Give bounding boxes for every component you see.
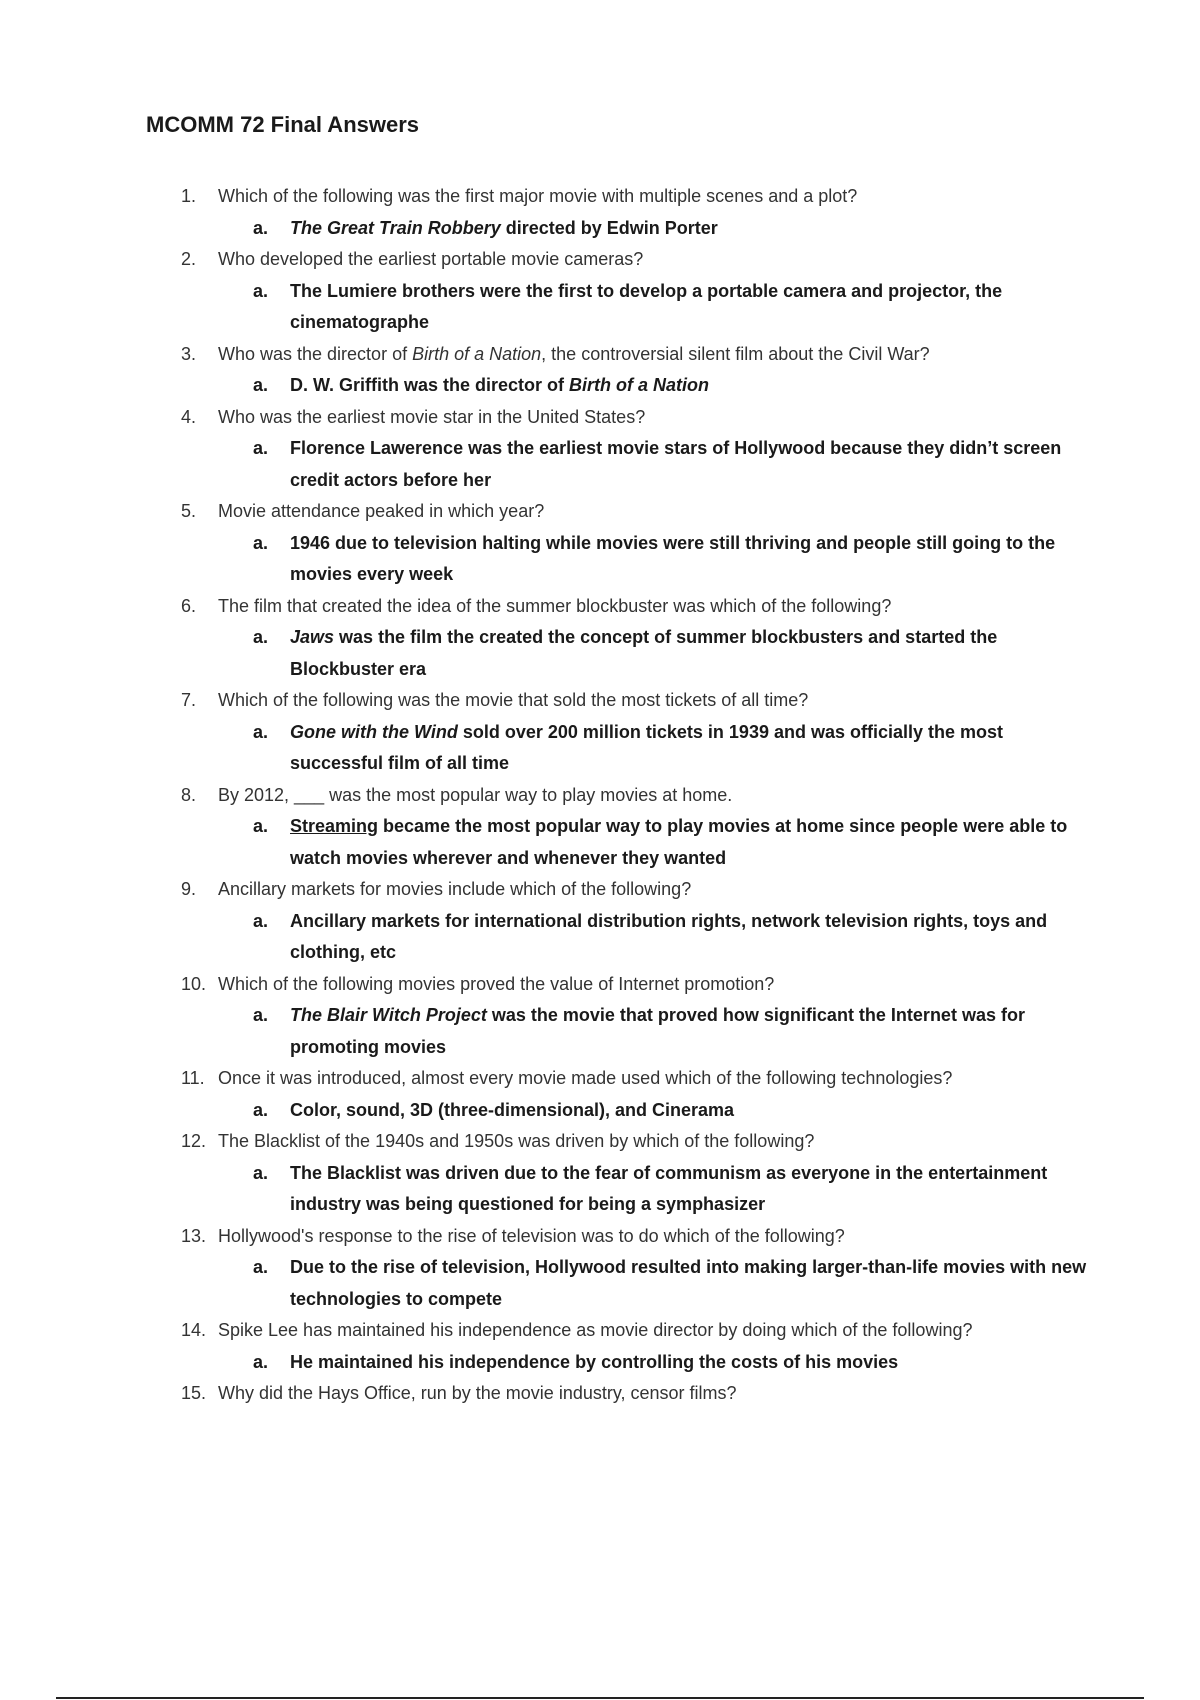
answer-text: sold over 200 million tickets in 1939 and was officially the most successful film of all time xyxy=(290,721,1004,773)
answer-letter: a. xyxy=(253,438,269,458)
question-text: The Blacklist of the 1940s and 1950s was driven by which of the following? xyxy=(218,1131,815,1151)
question-7 xyxy=(0,685,1200,717)
question-text: By 2012, ___ was the most popular way to play movies at home. xyxy=(218,784,733,805)
question-number: 5. xyxy=(181,501,197,521)
answer-title-italic: The Blair Witch Project xyxy=(290,1005,487,1025)
question-text-end: , the controversial silent film about the Civil War? xyxy=(541,343,930,364)
answer-8 xyxy=(0,811,1200,874)
question-text: Why did the Hays Office, run by the movie industry, censor films? xyxy=(218,1383,737,1403)
question-number: 10. xyxy=(181,973,207,994)
answer-6 xyxy=(0,622,1200,685)
qa-item-2 xyxy=(0,244,1200,339)
answer-text: D. W. Griffith was the director of xyxy=(290,375,570,395)
answer-text: Color, sound, 3D (three-dimensional), and Cinerama xyxy=(290,1099,735,1120)
answer-12 xyxy=(0,1158,1200,1221)
answer-5 xyxy=(0,528,1200,591)
answer-4 xyxy=(0,433,1200,496)
question-text: Once it was introduced, almost every movie made used which of the following technologies? xyxy=(218,1068,953,1088)
qa-item-1 xyxy=(0,181,1200,244)
answer-text: The Blacklist was driven due to the fear of communism as everyone in the entertainment industry was being questioned for being a symphasizer xyxy=(290,1162,1048,1214)
question-number: 3. xyxy=(181,343,197,364)
question-number: 8. xyxy=(181,784,197,805)
question-text: Who developed the earliest portable movie cameras? xyxy=(218,249,644,269)
answer-text: directed by Edwin Porter xyxy=(500,217,718,238)
answer-letter: a. xyxy=(253,816,269,836)
answer-title-italic: Jaws xyxy=(290,627,335,647)
qa-item-10 xyxy=(0,969,1200,1064)
question-14 xyxy=(0,1315,1200,1347)
answer-10 xyxy=(0,1000,1200,1063)
answer-letter: a. xyxy=(253,280,269,301)
answer-text: Florence Lawerence was the earliest movie stars of Hollywood because they didn’t screen credit actors before her xyxy=(290,438,1062,490)
answer-text: became the most popular way to play movies at home since people were able to watch movies wherever and whenever they wanted xyxy=(290,816,1068,868)
question-11 xyxy=(0,1063,1200,1095)
answer-13 xyxy=(0,1252,1200,1315)
answer-letter: a. xyxy=(253,1005,269,1025)
qa-item-6 xyxy=(0,591,1200,686)
answer-underlined-term: Streaming xyxy=(290,816,379,836)
question-text: Which of the following movies proved the value of Internet promotion? xyxy=(218,973,775,994)
question-text: Which of the following was the movie that sold the most tickets of all time? xyxy=(218,690,809,710)
question-title-italic: Birth of a Nation xyxy=(412,343,542,364)
answer-14 xyxy=(0,1347,1200,1379)
question-text: Who was the earliest movie star in the United States? xyxy=(218,406,646,427)
answer-letter: a. xyxy=(253,375,269,395)
answer-letter: a. xyxy=(253,1099,269,1120)
question-text: Hollywood's response to the rise of television was to do which of the following? xyxy=(218,1225,845,1246)
question-text: Movie attendance peaked in which year? xyxy=(218,501,545,521)
answer-text: Ancillary markets for international distribution rights, network television rights, toys and clothing, etc xyxy=(290,910,1048,962)
qa-item-11 xyxy=(0,1063,1200,1126)
answer-text: Due to the rise of television, Hollywood resulted into making larger-than-life movies with new technologies to compete xyxy=(290,1257,1087,1309)
answer-letter: a. xyxy=(253,1257,269,1277)
question-8 xyxy=(0,780,1200,812)
question-number: 12. xyxy=(181,1131,207,1151)
question-12 xyxy=(0,1126,1200,1158)
question-number: 15. xyxy=(181,1383,207,1403)
qa-item-7 xyxy=(0,685,1200,780)
answer-text: 1946 due to television halting while movies were still thriving and people still going to the movies every week xyxy=(290,532,1056,584)
qa-item-5 xyxy=(0,496,1200,591)
qa-item-8 xyxy=(0,780,1200,875)
question-2 xyxy=(0,244,1200,276)
question-10 xyxy=(0,969,1200,1001)
answer-letter: a. xyxy=(253,627,269,647)
answer-7 xyxy=(0,717,1200,780)
answer-letter: a. xyxy=(253,532,269,553)
qa-item-14 xyxy=(0,1315,1200,1378)
answer-2 xyxy=(0,276,1200,339)
qa-item-13 xyxy=(0,1221,1200,1316)
question-text: Who was the director of xyxy=(218,343,413,364)
qa-item-4 xyxy=(0,402,1200,497)
question-13 xyxy=(0,1221,1200,1253)
question-4 xyxy=(0,402,1200,434)
question-number: 13. xyxy=(181,1225,207,1246)
question-1 xyxy=(0,181,1200,213)
question-3 xyxy=(0,339,1200,371)
answer-letter: a. xyxy=(253,910,269,931)
answer-letter: a. xyxy=(253,1351,269,1372)
qa-item-12 xyxy=(0,1126,1200,1221)
question-number: 6. xyxy=(181,595,197,616)
qa-item-3 xyxy=(0,339,1200,402)
answer-text: The Lumiere brothers were the first to develop a portable camera and projector, the cinematographe xyxy=(290,280,1003,332)
question-text: The film that created the idea of the summer blockbuster was which of the following? xyxy=(218,595,892,616)
question-number: 11. xyxy=(181,1068,205,1088)
document-title: MCOMM 72 Final Answers xyxy=(146,112,420,137)
question-number: 2. xyxy=(181,249,197,269)
question-number: 9. xyxy=(181,879,197,899)
question-5 xyxy=(0,496,1200,528)
question-9 xyxy=(0,874,1200,906)
question-text: Ancillary markets for movies include which of the following? xyxy=(218,879,692,899)
question-15 xyxy=(0,1378,1200,1410)
answer-title-italic: Birth of a Nation xyxy=(569,375,710,395)
question-number: 4. xyxy=(181,406,197,427)
question-number: 14. xyxy=(181,1320,207,1340)
qa-list xyxy=(0,181,1200,1410)
qa-item-9 xyxy=(0,874,1200,969)
footer-divider xyxy=(56,1697,1144,1699)
question-number: 1. xyxy=(181,186,197,206)
answer-3 xyxy=(0,370,1200,402)
answer-9 xyxy=(0,906,1200,969)
answer-title-italic: The Great Train Robbery xyxy=(290,217,501,238)
answer-title-italic: Gone with the Wind xyxy=(290,721,458,742)
answer-text: He maintained his independence by controlling the costs of his movies xyxy=(290,1351,899,1372)
answer-1 xyxy=(0,213,1200,245)
question-text: Which of the following was the first major movie with multiple scenes and a plot? xyxy=(218,186,858,206)
answer-letter: a. xyxy=(253,721,269,742)
question-number: 7. xyxy=(181,690,197,710)
qa-item-15 xyxy=(0,1378,1200,1410)
answer-text: was the film the created the concept of summer blockbusters and started the Blockbuster era xyxy=(290,627,998,679)
answer-11 xyxy=(0,1095,1200,1127)
question-6 xyxy=(0,591,1200,623)
question-text: Spike Lee has maintained his independence as movie director by doing which of the following? xyxy=(218,1320,973,1340)
answer-letter: a. xyxy=(253,1162,269,1183)
answer-letter: a. xyxy=(253,217,269,238)
answer-text: was the movie that proved how significant the Internet was for promoting movies xyxy=(290,1005,1025,1057)
